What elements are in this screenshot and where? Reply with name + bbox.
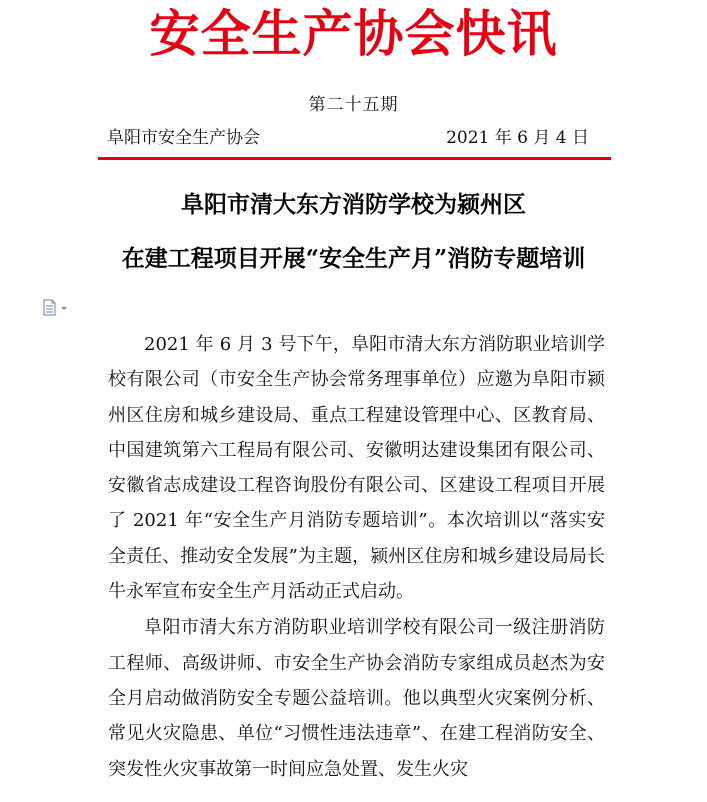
paragraph-1: 2021 年 6 月 3 号下午，阜阳市清大东方消防职业培训学校有限公司（市安全生产协会常务理事单位）应邀为阜阳市颍州区住房和城乡建设局、重点工程建设管理中心、区教育局、中国建筑第六工程局有限公司、安徽明达建设集团有限公司、安徽省志成建设工程咨询股份有限公司、区建设工程项目开展了 2021 年“安全生产月消防专题培训”。本次培训以“落实安全责任、推动安全发展”为主题，颍州区住房和城乡建设局局长牛永军宣布安全生产月活动正式启动。 [108, 334, 605, 603]
article-headline-line1: 阜阳市清大东方消防学校为颍州区 [181, 191, 526, 218]
issue-date: 2021 年 6 月 4 日 [446, 128, 589, 148]
issuer-name: 阜阳市安全生产协会 [107, 128, 260, 148]
article-body [108, 327, 605, 787]
article-headline-line2: 在建工程项目开展“安全生产月”消防专题培训 [121, 245, 586, 272]
document-icon[interactable] [42, 299, 70, 317]
issue-number: 第二十五期 [308, 95, 399, 115]
paragraph-2: 阜阳市清大东方消防职业培训学校有限公司一级注册消防工程师、高级讲师、市安全生产协会消防专家组成员赵杰为安全月启动做消防安全专题公益培训。他以典型火灾案例分析、常见火灾隐患、单位“习惯性违法违章”、在建工程消防安全、突发性火灾事故第一时间应急处置、发生火灾 [108, 617, 605, 780]
bulletin-title: 安全生产协会快讯 [149, 4, 558, 63]
red-divider [98, 157, 611, 160]
document-icon-graphic [42, 299, 70, 317]
